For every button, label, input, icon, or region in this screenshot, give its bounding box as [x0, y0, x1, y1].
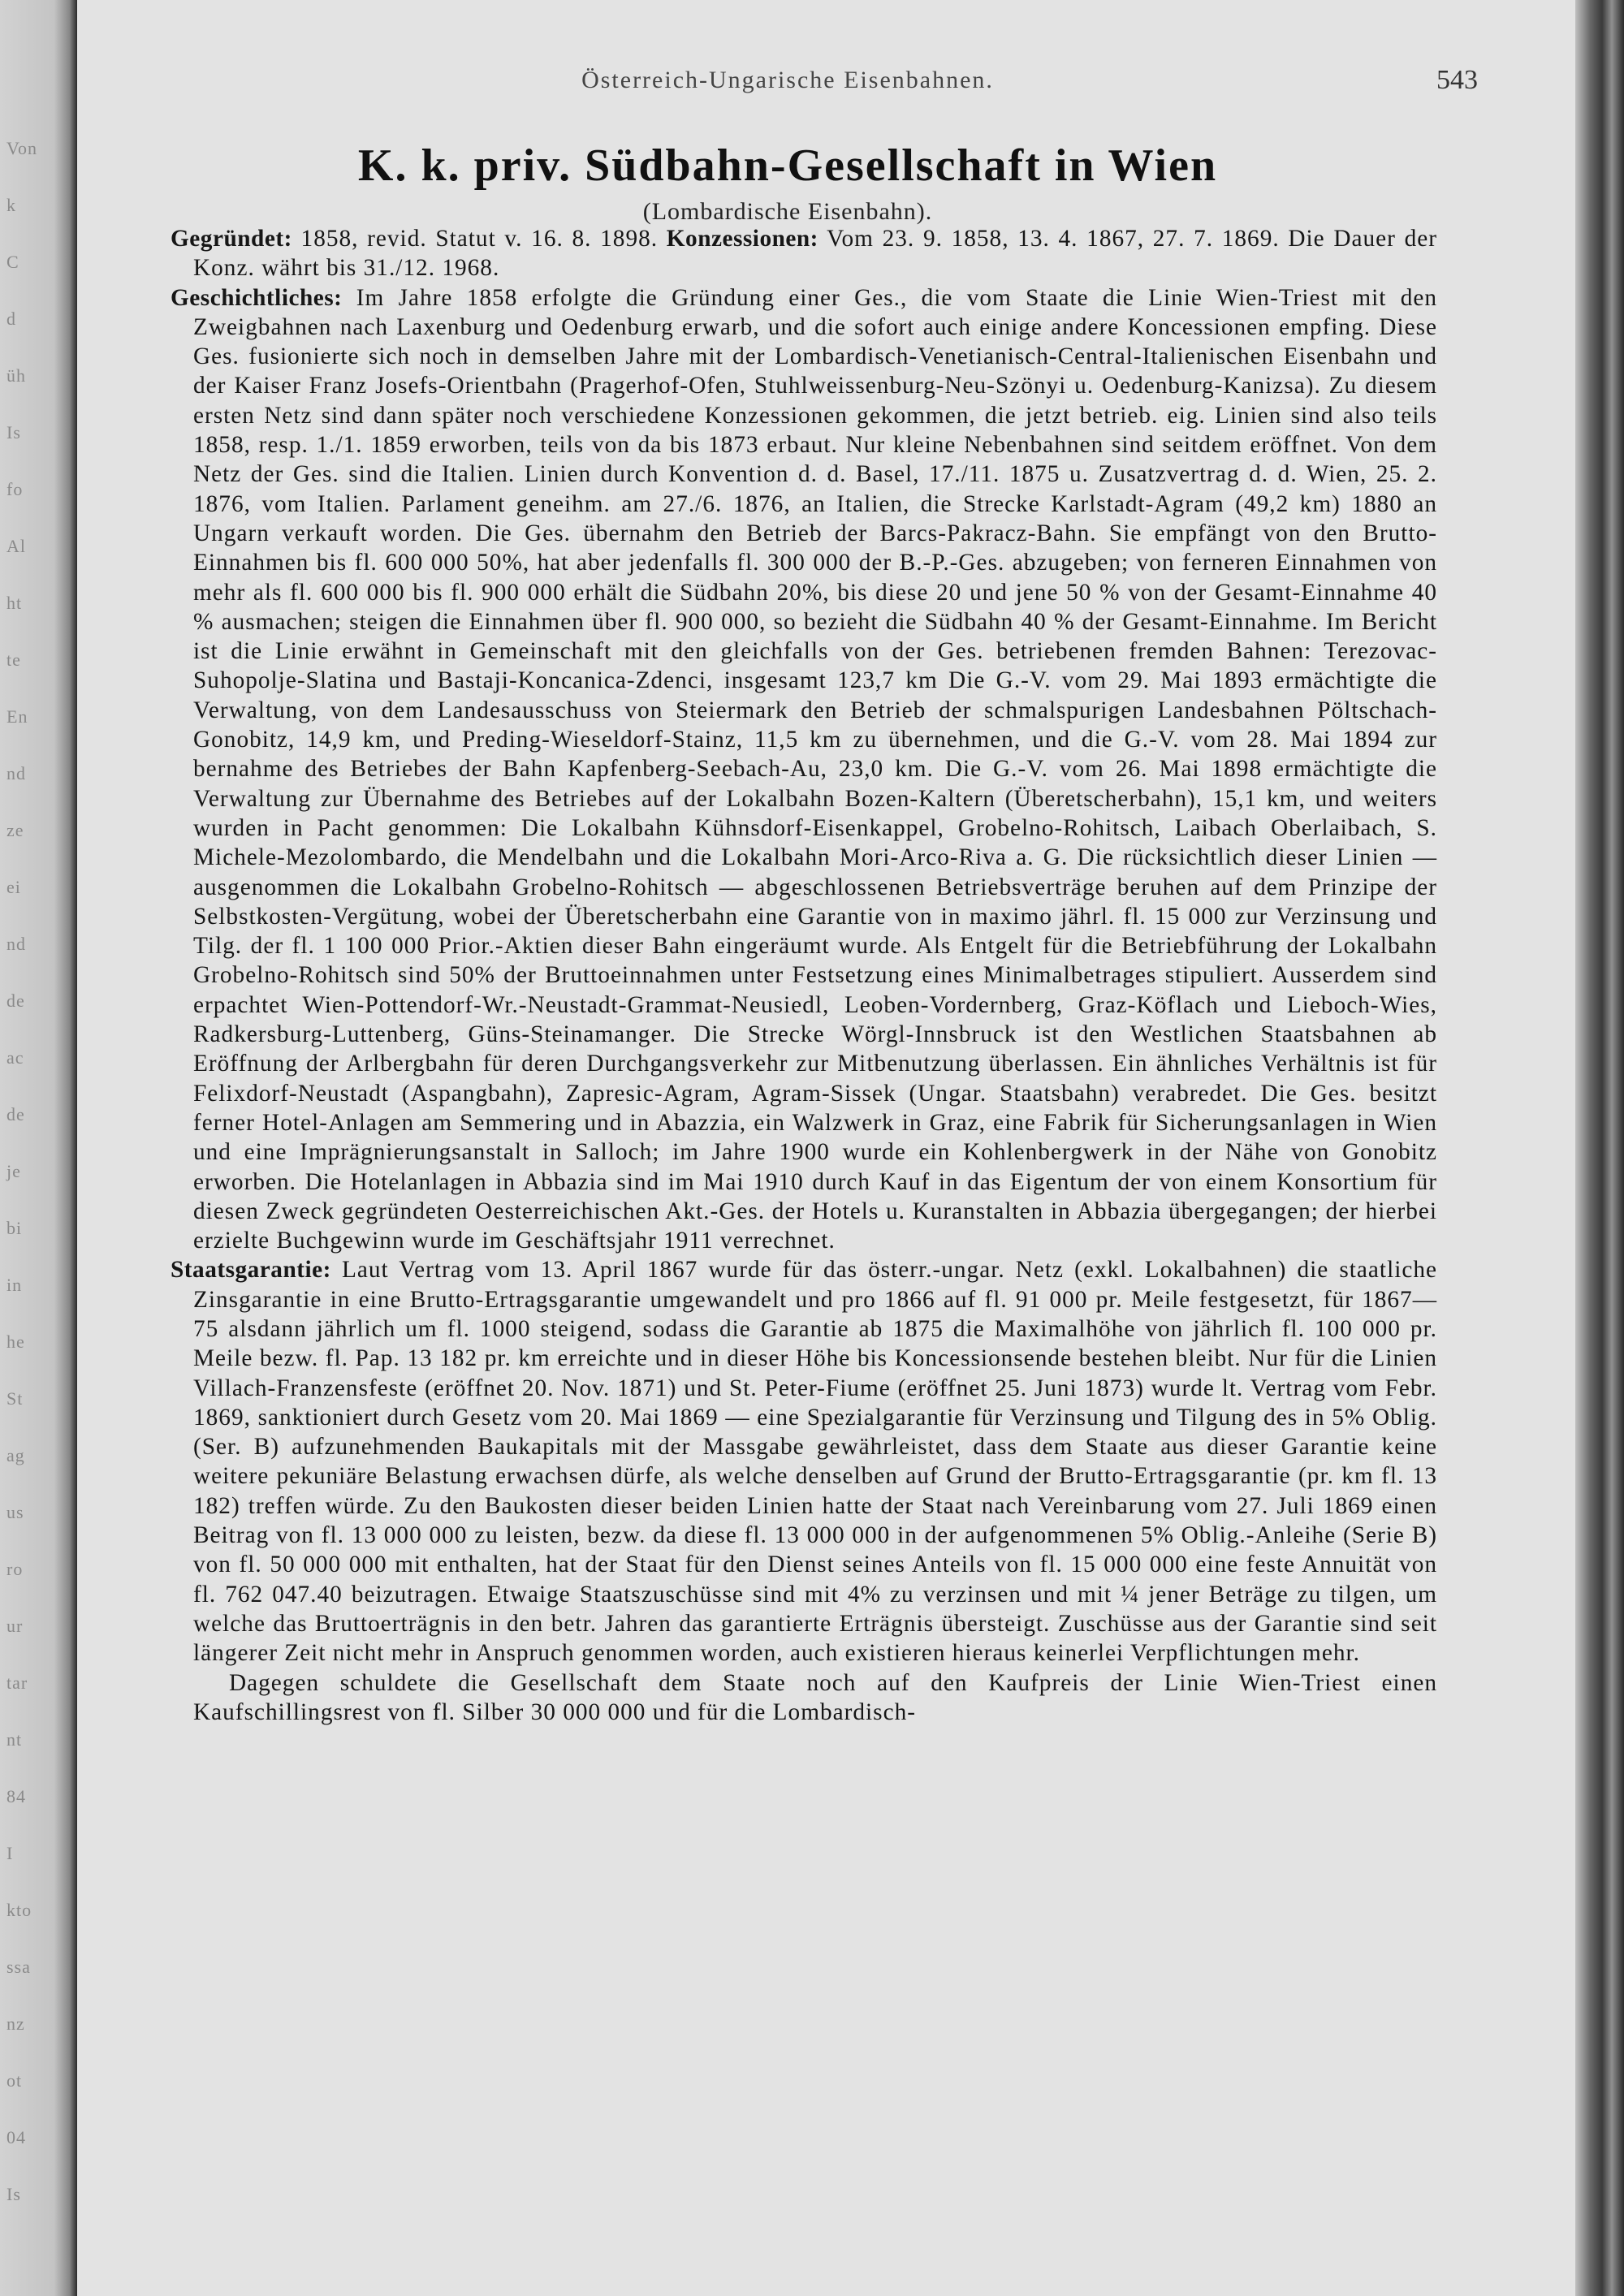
margin-fragment: kto — [6, 1900, 32, 1920]
margin-fragment: he — [6, 1331, 25, 1352]
section-history — [122, 283, 1437, 1256]
margin-fragment: d — [6, 309, 16, 329]
margin-fragment: de — [6, 990, 25, 1011]
margin-fragment: k — [6, 195, 16, 215]
section-label-concessions: Konzessionen: — [666, 226, 818, 252]
company-heading: K. k. priv. Südbahn-Gesellschaft in Wien — [357, 140, 1218, 191]
margin-fragment: 04 — [6, 2127, 26, 2147]
margin-fragment: fo — [6, 479, 24, 499]
margin-fragment: bi — [6, 1218, 23, 1238]
margin-fragment: nz — [6, 2013, 25, 2034]
section-founded — [122, 224, 1437, 283]
margin-fragment: ssa — [6, 1957, 31, 1977]
section-label: Geschichtliches: — [171, 284, 343, 311]
margin-fragment: nd — [6, 934, 26, 954]
margin-fragment: in — [6, 1275, 23, 1295]
margin-fragment: St — [6, 1388, 24, 1409]
margin-fragment: ot — [6, 2070, 23, 2091]
section-text: Laut Vertrag vom 13. April 1867 wurde für das österr.-ungar. Netz (exkl. Lokalbahnen) die staatliche Zinsgarantie in eine Brutto-Ertragsgarantie umgewandelt und pro 1866 auf fl. 91 000 pr. Meile festgesetzt, für 1867—75 alsdann jährlich um fl. 1000 steigend, sodass die Garantie ab 1875 die Maximalhöhe von jährlich fl. 100 000 pr. Meile bezw. fl. Pap. 13 182 pr. km erreichte und in dieser Höhe bis Koncessionsende bestehen bleibt. Nur für die Linien Villach-Franzensfeste (eröffnet 20. Nov. 1871) und St. Peter-Fiume (eröffnet 25. Juni 1873) wurde lt. Vertrag vom Febr. 1869, sanktioniert durch Gesetz vom 20. Mai 1869 — eine Spezialgarantie für Verzinsung und Tilgung des in 5% Oblig. (Ser. B) aufzunehmenden Baukapitals mit der Massgabe gewährleistet, dass dem Staate aus dieser Garantie keine weitere pekuniäre Belastung erwachsen dürfe, als welche denselben auf Grund der Brutto-Ertragsgarantie (pr. km fl. 13 182) treffen würde. Zu den Baukosten dieser beiden Linien hatte der Staat nach Vereinbarung vom 27. Juli 1869 einen Beitrag von fl. 13 000 000 zu leisten, bezw. da diese fl. 13 000 000 in der aufgenommenen 5% Oblig.-Anleihe (Serie B) von fl. 50 000 000 mit enthalten, hat der Staat für den Dienst seines Anteils von fl. 15 000 000 eine feste Annuität von fl. 762 047.40 beizutragen. Etwaige Staatszuschüsse sind mit 4% zu verzinsen und mit ¼ jener Beträge zu tilgen, um welche das Bruttoerträgnis in den betr. Jahren das garantierte Erträgnis übersteigt. Zuschüsse aus der Garantie sind seit längerer Zeit nicht mehr in Anspruch genommen worden, auch existieren hieraus keinerlei Verpflichtungen mehr. — [193, 1257, 1438, 1667]
section-text-concessions: Vom 23. 9. 1858, 13. 4. 1867, 27. 7. 1869. Die Dauer der Konz. währt bis 31./12. 1968. — [193, 226, 1438, 282]
section-text: 1858, revid. Statut v. 16. 8. 1898. — [300, 226, 659, 252]
article-body — [122, 224, 1437, 1727]
margin-fragment: Al — [6, 536, 26, 556]
margin-fragment: nt — [6, 1729, 23, 1750]
margin-fragment: de — [6, 1104, 25, 1124]
margin-fragment: ht — [6, 593, 23, 613]
margin-fragment: tar — [6, 1672, 28, 1693]
section-text: Dagegen schuldete die Gesellschaft dem Staate noch auf den Kaufpreis der Linie Wien-Triest einen Kaufschillingsrest von fl. Silber 30 000 000 und für die Lombardisch- — [193, 1669, 1437, 1725]
margin-fragment: ei — [6, 877, 21, 897]
running-head-title: Österreich-Ungarische Eisenbahnen. — [581, 67, 994, 93]
margin-fragment: üh — [6, 365, 26, 386]
margin-fragment: 84 — [6, 1786, 26, 1806]
margin-fragment: ac — [6, 1047, 24, 1068]
margin-fragment: ag — [6, 1445, 25, 1465]
section-label: Gegründet: — [171, 226, 292, 252]
company-subheading: (Lombardische Eisenbahn). — [642, 198, 933, 225]
margin-fragment: ze — [6, 820, 24, 840]
margin-fragment: ur — [6, 1616, 24, 1636]
margin-fragment: En — [6, 706, 28, 727]
adjacent-page-strip — [0, 0, 77, 2296]
margin-fragment: te — [6, 650, 21, 670]
section-text: Im Jahre 1858 erfolgte die Gründung einer Ges., die vom Staate die Linie Wien-Triest mit den Zweigbahnen nach Laxenburg und Oedenburg erwarb, und die sofort auch einige andere Koncessionen empfing. Diese Ges. fusionierte sich noch in demselben Jahre mit der Lombardisch-Venetianisch-Central-Italienischen Eisenbahn und der Kaiser Franz Josefs-Orientbahn (Pragerhof-Ofen, Stuhlweissenburg-Neu-Szönyi u. Oedenburg-Kanizsa). Zu diesem ersten Netz sind dann später noch verschiedene Konzessionen gekommen, die jetzt betrieb. eig. Linien sind also teils 1858, resp. 1./1. 1859 erworben, teils von da bis 1873 erbaut. Nur kleine Nebenbahnen sind seitdem eröffnet. Von dem Netz der Ges. sind die Italien. Linien durch Konvention d. d. Basel, 17./11. 1875 u. Zusatzvertrag d. d. Wien, 25. 2. 1876, vom Italien. Parlament geneihm. am 27./6. 1876, an Italien, die Strecke Karlstadt-Agram (49,2 km) 1880 an Ungarn verkauft worden. Die Ges. übernahm den Betrieb der Barcs-Pakracz-Bahn. Sie empfängt von den Brutto-Einnahmen bis fl. 600 000 50%, hat aber jedenfalls fl. 300 000 der B.-P.-Ges. abzugeben; von ferneren Einnahmen von mehr als fl. 600 000 bis fl. 900 000 erhält die Südbahn 20%, bis diese 20 und jene 50 % von der Gesamt-Einnahme 40 % ausmachen; steigen die Einnahmen über fl. 900 000, so bezieht die Südbahn 40 % der Gesamt-Einnahme. Im Bericht ist die Linie erwähnt in Gemeinschaft mit den gleichfalls von der Ges. betriebenen fremden Bahnen: Terezovac-Suhopolje-Slatina und Bastaji-Koncanica-Zdenci, insgesamt 123,7 km Die G.-V. vom 29. Mai 1893 ermächtigte die Verwaltung, von dem Landesausschuss von Steiermark den Betrieb der schmalspurigen Landesbahnen Pöltschach-Gonobitz, 14,9 km, und Preding-Wieseldorf-Stainz, 11,5 km zu übernehmen, und die G.-V. vom 28. Mai 1894 zur bernahme des Betriebes der Bahn Kapfenberg-Seebach-Au, 23,0 km. Die G.-V. vom 26. Mai 1898 ermächtigte die Verwaltung zur Übernahme des Betriebes auf der Lokalbahn Bozen-Kaltern (Überetscherbahn), 15,1 km, und weiters wurden in Pacht genommen: Die Lokalbahn Kühnsdorf-Eisenkappel, Grobelno-Rohitsch, Laibach Oberlaibach, S. Michele-Mezolombardo, die Mendelbahn und die Lokalbahn Mori-Arco-Riva a. G. Die rücksichtlich dieser Linien — ausgenommen die Lokalbahn Grobelno-Rohitsch — abgeschlossenen Betriebsverträge beruhen auf dem Prinzipe der Selbstkosten-Vergütung, wobei der Überetscherbahn eine Garantie von in maximo jährl. fl. 15 000 zur Verzinsung und Tilg. der fl. 1 100 000 Prior.-Aktien dieser Bahn eingeräumt wurde. Als Entgelt für die Betriebführung der Lokalbahn Grobelno-Rohitsch sind 50% der Bruttoeinnahmen unter Festsetzung eines Minimalbetrages stipuliert. Ausserdem sind erpachtet Wien-Pottendorf-Wr.-Neustadt-Grammat-Neusiedl, Leoben-Vordernberg, Graz-Köflach und Lieboch-Wies, Radkersburg-Luttenberg, Güns-Steinamanger. Die Strecke Wörgl-Innsbruck ist den Westlichen Staatsbahnen ab Eröffnung der Arlbergbahn für deren Durchgangsverkehr zur Mitbenutzung überlassen. Ein ähnliches Verhältnis ist für Felixdorf-Neustadt (Aspangbahn), Zapresic-Agram, Agram-Sissek (Ungar. Staatsbahn) verabredet. Die Ges. besitzt ferner Hotel-Anlagen am Semmering und in Abazzia, ein Walzwerk in Graz, eine Fabrik für Sicherungsanlagen in Wien und eine Imprägnierungsanstalt in Salloch; im Jahre 1900 wurde ein Kohlenbergwerk in der Nähe von Gonobitz erworben. Die Hotelanlagen in Abbazia sind im Mai 1910 durch Kauf in das Eigentum der von einem Konsortium für diesen Zweck gegründeten Oesterreichischen Akt.-Ges. der Hotels u. Kuranstalten in Abbazia übergegangen; der hierbei erzielte Buchgewinn wurde im Geschäftsjahr 1911 verrechnet. — [193, 284, 1437, 1254]
margin-fragment: I — [6, 1843, 14, 1863]
margin-fragment: C — [6, 252, 19, 272]
page-number: 543 — [1436, 65, 1478, 95]
running-head — [122, 65, 1478, 99]
margin-fragment: Von — [6, 138, 38, 158]
margin-fragment: Is — [6, 2184, 21, 2204]
section-label: Staatsgarantie: — [171, 1257, 331, 1284]
page-edge-shadow — [1575, 0, 1624, 2296]
margin-fragment: Is — [6, 422, 21, 442]
margin-fragment: us — [6, 1502, 24, 1522]
margin-fragment: je — [6, 1161, 21, 1181]
section-state-guarantee — [122, 1255, 1437, 1668]
section-continuation — [122, 1668, 1437, 1728]
margin-fragment: nd — [6, 763, 26, 783]
margin-fragment: ro — [6, 1559, 24, 1579]
document-page — [122, 0, 1478, 2296]
